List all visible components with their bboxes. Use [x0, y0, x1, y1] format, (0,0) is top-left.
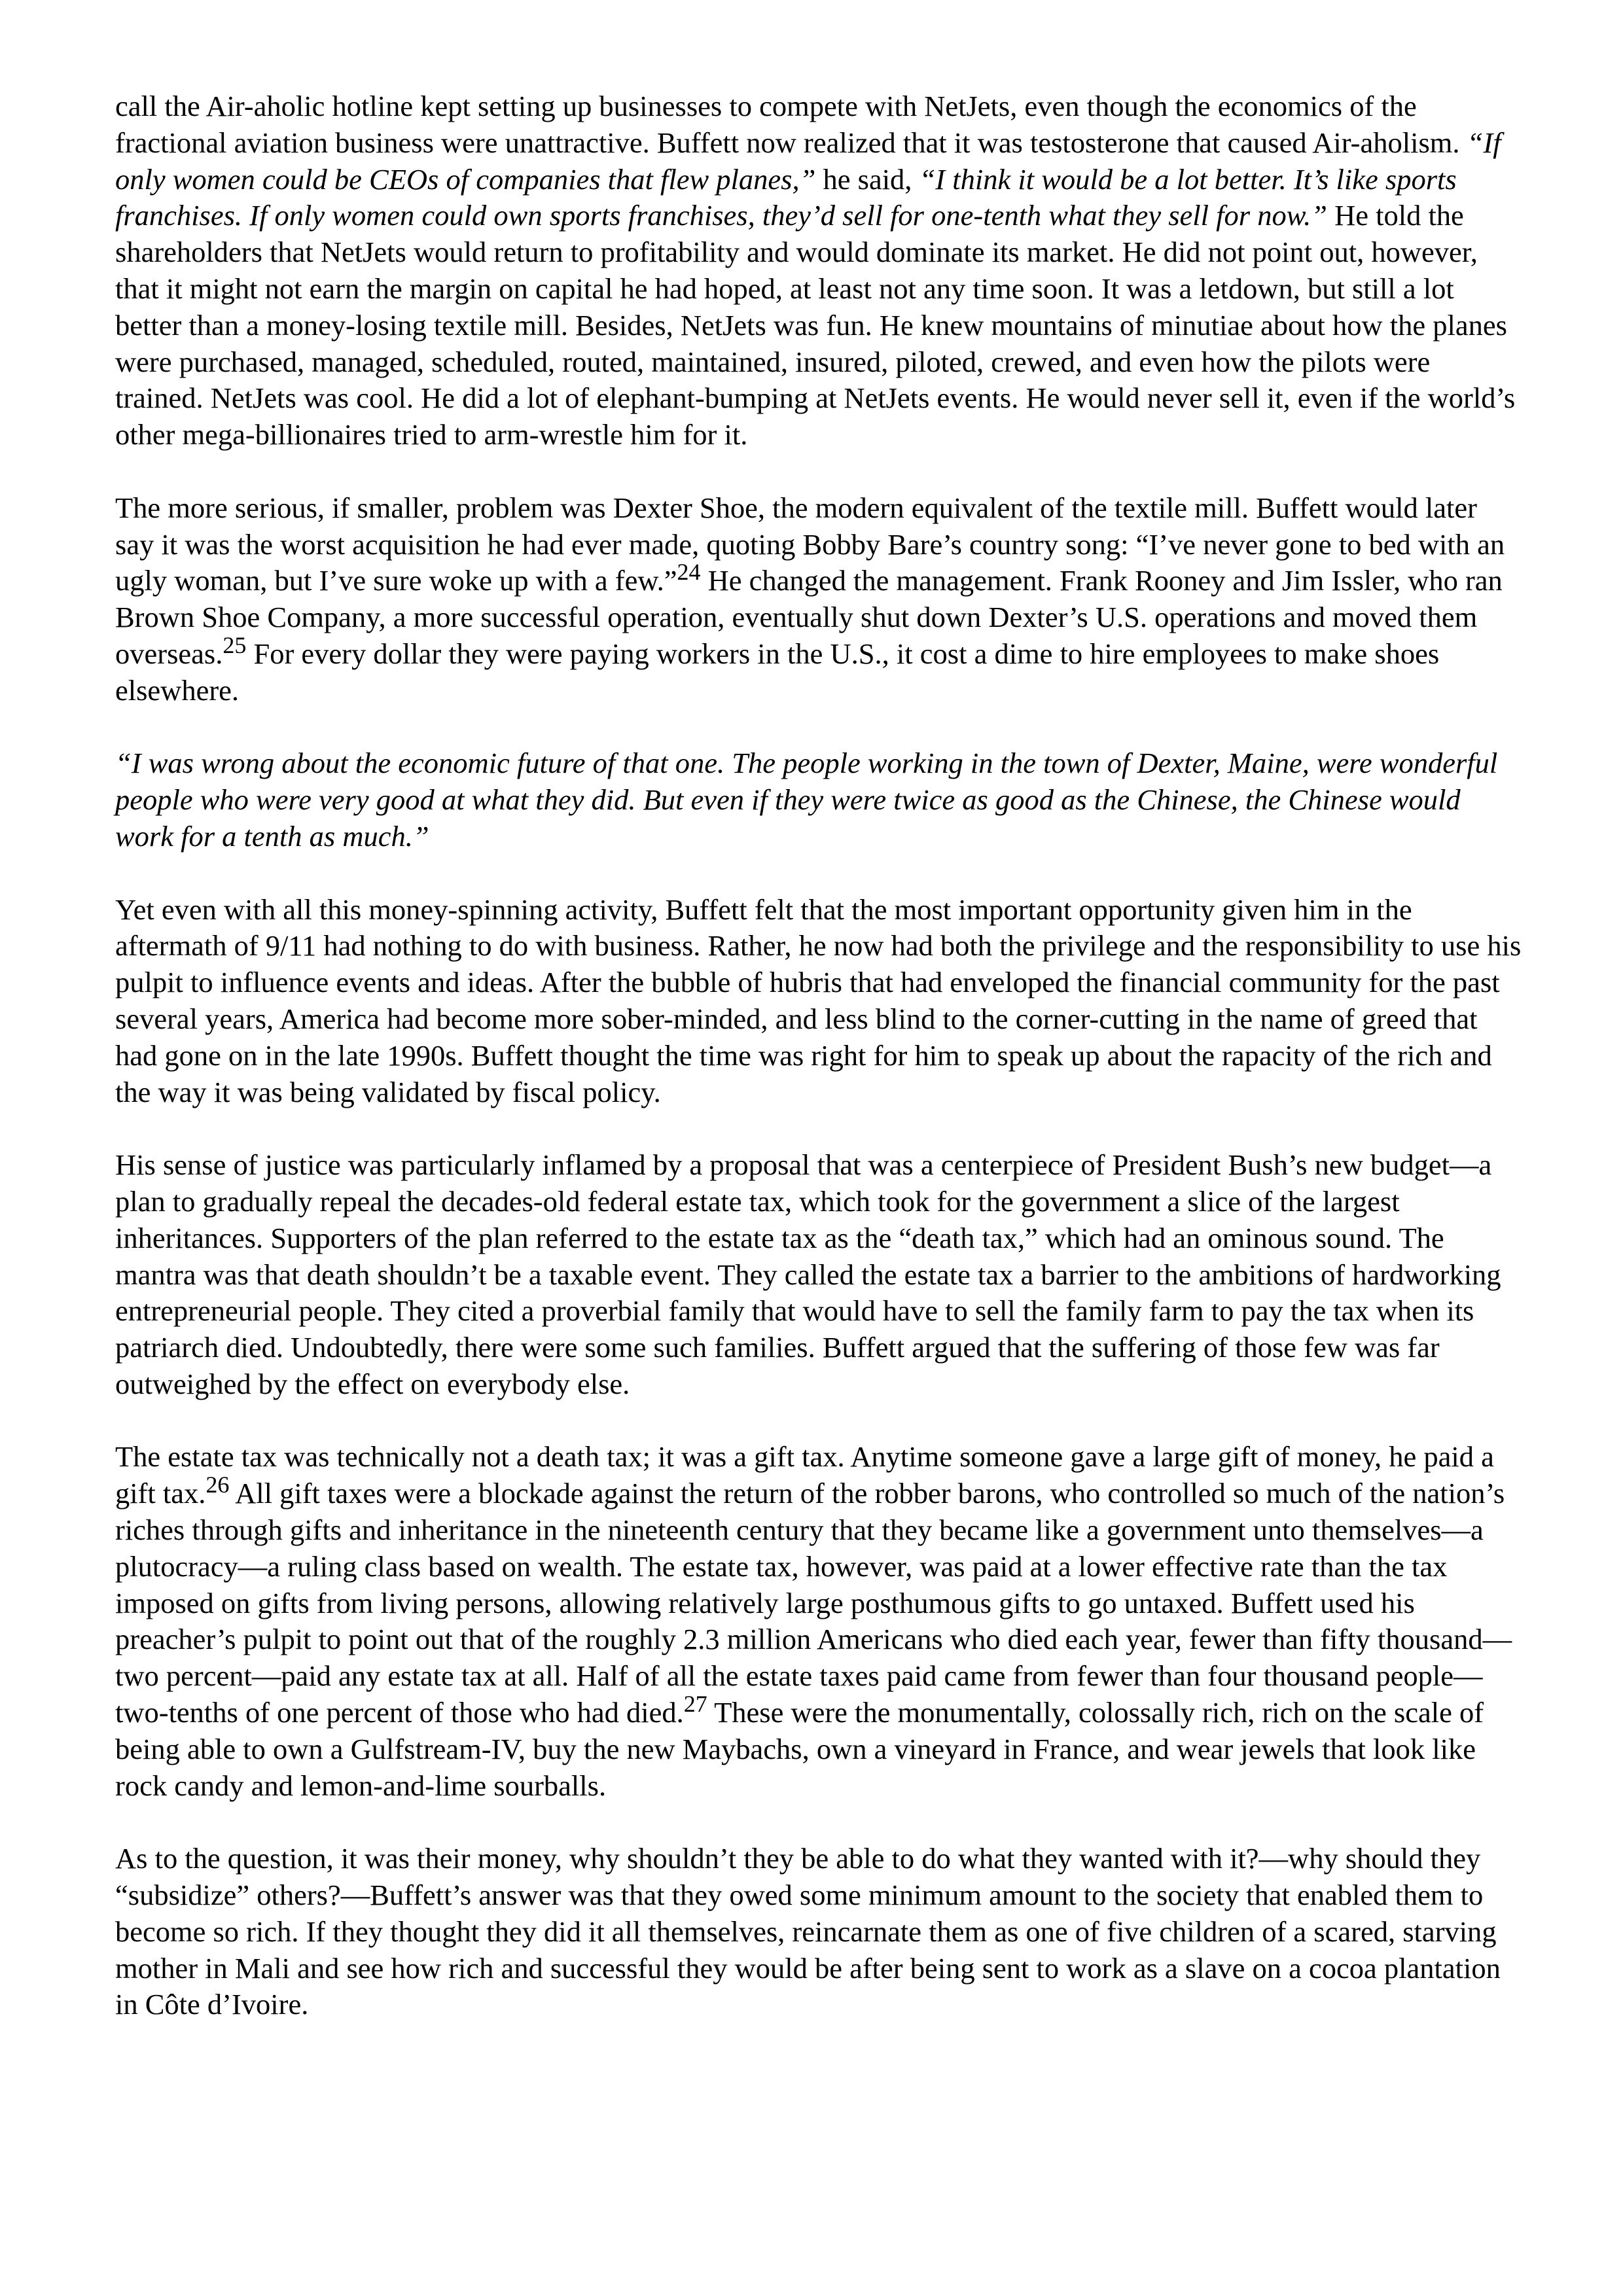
body-text: Yet even with all this money-spinning activity, Buffett felt that the most important opportunity given him in the aftermath of 9/11 had nothing to do with business. Rather, he now had both the privilege and the responsibility to use his pulpit to influence events and ideas. After the bubble of hubris that had enveloped the financial community for the past several years, America had become more sober-minded, and less blind to the corner-cutting in the name of greed that had gone on in the late 1990s. Buffett thought the time was right for him to speak up about the rapacity of the rich and the way it was being validated by fiscal policy.: [115, 892, 1522, 1108]
paragraph-netjets: [115, 88, 1522, 453]
body-text: The more serious, if smaller, problem was Dexter Shoe, the modern equivalent of the textile mill. Buffett would later say it was the worst acquisition he had ever made, quoting Bobby Bare’s country song: “I’ve never gone to bed with an ugly woman, but I’ve sure woke up with a few.”: [115, 491, 1505, 597]
body-text: call the Air-aholic hotline kept setting up businesses to compete with NetJets, even though the economics of the fractional aviation business were unattractive. Buffett now realized that it was testosterone that caused Air-aholism.: [115, 90, 1467, 159]
body-text: He changed the management. Frank Rooney and Jim Issler, who ran Brown Shoe Company, a more successful operation, eventually shut down Dexter’s U.S. operations and moved them overseas.: [115, 564, 1503, 670]
footnote-marker: 25: [223, 631, 247, 658]
paragraph-society: [115, 1841, 1522, 2023]
footnote-marker: 26: [205, 1472, 230, 1498]
italic-quote-text: “I think it would be a lot better. It’s like sports franchises. If only women could own sports franchises, they’d sell for one-tenth what they sell for now.”: [115, 162, 1457, 232]
footnote-marker: 24: [677, 559, 701, 586]
body-text: All gift taxes were a blockade against the return of the robber barons, who controlled so much of the nation’s riches through gifts and inheritance in the nineteenth century that they became like a government unto themselves—a plutocracy—a ruling class based on wealth. The estate tax, however, was paid at a lower effective rate than the tax imposed on gifts from living persons, allowing relatively large posthumous gifts to go untaxed. Buffett used his preacher’s pulpit to point out that of the roughly 2.3 million Americans who died each year, fewer than fifty thousand—two percent—paid any estate tax at all. Half of all the estate taxes paid came from fewer than four thousand people—two-tenths of one percent of those who had died.: [115, 1477, 1512, 1729]
paragraph-gift-tax: [115, 1439, 1522, 1804]
body-text: His sense of justice was particularly inflamed by a proposal that was a centerpiece of President Bush’s new budget—a plan to gradually repeal the decades-old federal estate tax, which took for the government a slice of the largest inheritances. Supporters of the plan referred to the estate tax as the “death tax,” which had an ominous sound. The mantra was that death shouldn’t be a taxable event. They called the estate tax a barrier to the ambitions of hardworking entrepreneurial people. They cited a proverbial family that would have to sell the family farm to pay the tax when its patriarch died. Undoubtedly, there were some such families. Buffett argued that the suffering of those few was far outweighed by the effect on everybody else.: [115, 1148, 1501, 1400]
body-text: “I was wrong about the economic future of that one. The people working in the town of Dexter, Maine, were wonderful people who were very good at what they did. But even if they were twice as good as the Chinese, the Chinese would work for a tenth as much.”: [115, 747, 1498, 853]
italic-quote-text: “If only women could be CEOs of companies that flew planes,”: [115, 126, 1501, 196]
paragraph-estate-tax-repeal: [115, 1147, 1522, 1403]
body-text: He told the shareholders that NetJets would return to profitability and would dominate its market. He did not point out, however, that it might not earn the margin on capital he had hoped, at least not any time soon. It was a letdown, but still a lot better than a money-losing textile mill. Besides, NetJets was fun. He knew mountains of minutiae about how the planes were purchased, managed, scheduled, routed, maintained, insured, piloted, crewed, and even how the pilots were trained. NetJets was cool. He did a lot of elephant-bumping at NetJets events. He would never sell it, even if the world’s other mega-billionaires tried to arm-wrestle him for it.: [115, 199, 1516, 451]
footnote-marker: 27: [683, 1690, 707, 1717]
body-text: The estate tax was technically not a death tax; it was a gift tax. Anytime someone gave a large gift of money, he paid a gift tax.: [115, 1440, 1494, 1510]
body-text: These were the monumentally, colossally rich, rich on the scale of being able to own a Gulfstream-IV, buy the new Maybachs, own a vineyard in France, and wear jewels that look like rock candy and lemon-and-lime sourballs.: [115, 1696, 1484, 1802]
body-text: For every dollar they were paying workers in the U.S., it cost a dime to hire employees to make shoes elsewhere.: [115, 637, 1440, 707]
body-text: As to the question, it was their money, why shouldn’t they be able to do what they wanted with it?—why should they “subsidize” others?—Buffett’s answer was that they owed some minimum amount to the society that enabled them to become so rich. If they thought they did it all themselves, reincarnate them as one of five children of a scared, starving mother in Mali and see how rich and successful they would be after being sent to work as a slave on a cocoa plantation in Côte d’Ivoire.: [115, 1842, 1501, 2021]
page-body: [115, 88, 1522, 2023]
body-text: he said,: [815, 162, 919, 196]
paragraph-pulpit: [115, 892, 1522, 1111]
block-quote-dexter: [115, 745, 1522, 855]
paragraph-dexter-shoe: [115, 490, 1522, 709]
